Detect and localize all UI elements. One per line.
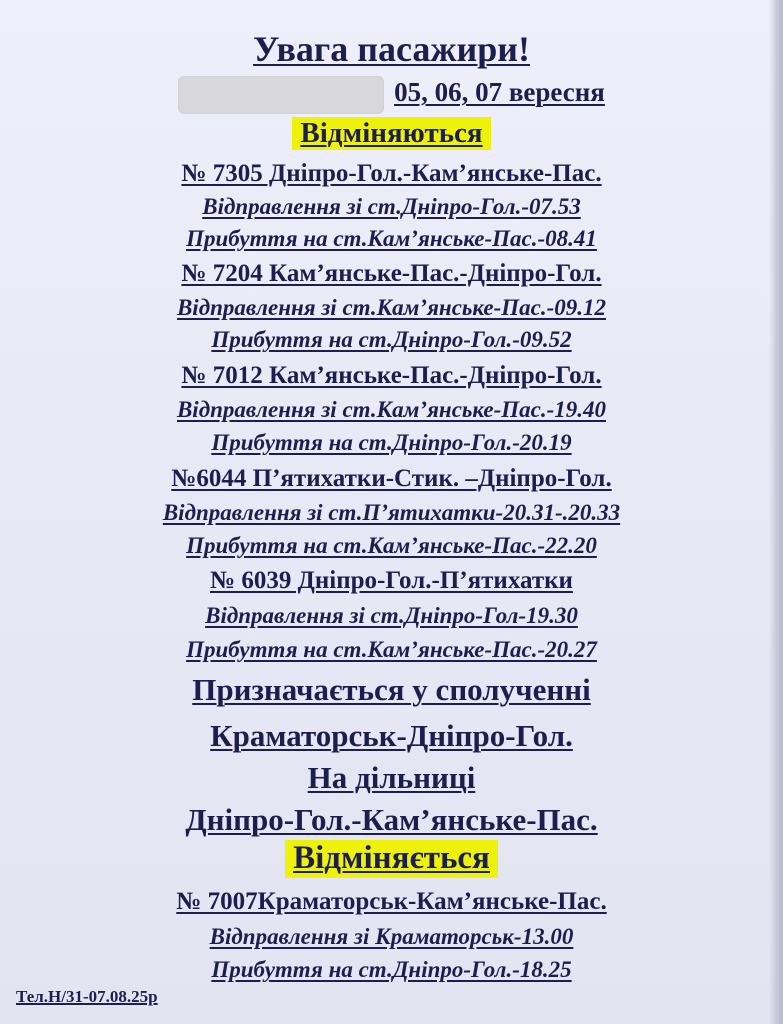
cancelled-single-label: Відміняється — [285, 840, 498, 878]
notice-title: Увага пасажири! — [252, 29, 530, 69]
train-departure: Відправлення зі Краматорськ-13.00 — [209, 924, 574, 949]
train-arrival: Прибуття на ст.Кам’янське-Пас.-22.20 — [186, 533, 597, 558]
train-departure: Відправлення зі ст.Дніпро-Гол.-07.53 — [202, 194, 581, 219]
train-name: № 6039 Дніпро-Гол.-П’ятихатки — [210, 567, 573, 594]
assigned-line: Призначається у сполученні — [192, 672, 591, 707]
redacted-block — [178, 76, 384, 114]
train-arrival: Прибуття на ст.Дніпро-Гол.-09.52 — [211, 327, 572, 352]
train-arrival: Прибуття на ст.Кам’янське-Пас.-08.41 — [186, 226, 597, 251]
assigned-line: Дніпро-Гол.-Кам’янське-Пас. — [185, 802, 598, 837]
assigned-line: Краматорськ-Дніпро-Гол. — [210, 718, 573, 753]
train-name: № 7007Краматорськ-Кам’янське-Пас. — [176, 888, 607, 915]
dates-text: 05, 06, 07 вересня — [394, 77, 605, 108]
train-name: №6044 П’ятихатки-Стик. –Дніпро-Гол. — [171, 465, 612, 492]
train-arrival: Прибуття на ст.Дніпро-Гол.-20.19 — [211, 430, 572, 455]
train-departure: Відправлення зі ст.Кам’янське-Пас.-09.12 — [176, 295, 607, 320]
section1-heading — [0, 117, 783, 150]
cancelled-label: Відміняються — [292, 117, 490, 150]
dates-line — [0, 76, 783, 114]
train-arrival: Прибуття на ст.Кам’янське-Пас.-20.27 — [186, 637, 597, 662]
train-departure: Відправлення зі ст.Кам’янське-Пас.-19.40 — [176, 397, 607, 422]
train-name: № 7204 Кам’янське-Пас.-Дніпро-Гол. — [181, 260, 602, 287]
train-name: № 7305 Дніпро-Гол.-Кам’янське-Пас. — [181, 160, 602, 187]
train-departure: Відправлення зі ст.Дніпро-Гол-19.30 — [205, 603, 578, 628]
train-departure: Відправлення зі ст.П’ятихатки-20.31-.20.33 — [162, 500, 621, 525]
assigned-line: На дільниці — [307, 760, 476, 795]
train-arrival: Прибуття на ст.Дніпро-Гол.-18.25 — [211, 957, 572, 982]
section2-heading — [0, 840, 783, 878]
train-name: № 7012 Кам’янське-Пас.-Дніпро-Гол. — [181, 362, 602, 389]
footer-reference: Тел.Н/31-07.08.25р — [16, 987, 158, 1006]
